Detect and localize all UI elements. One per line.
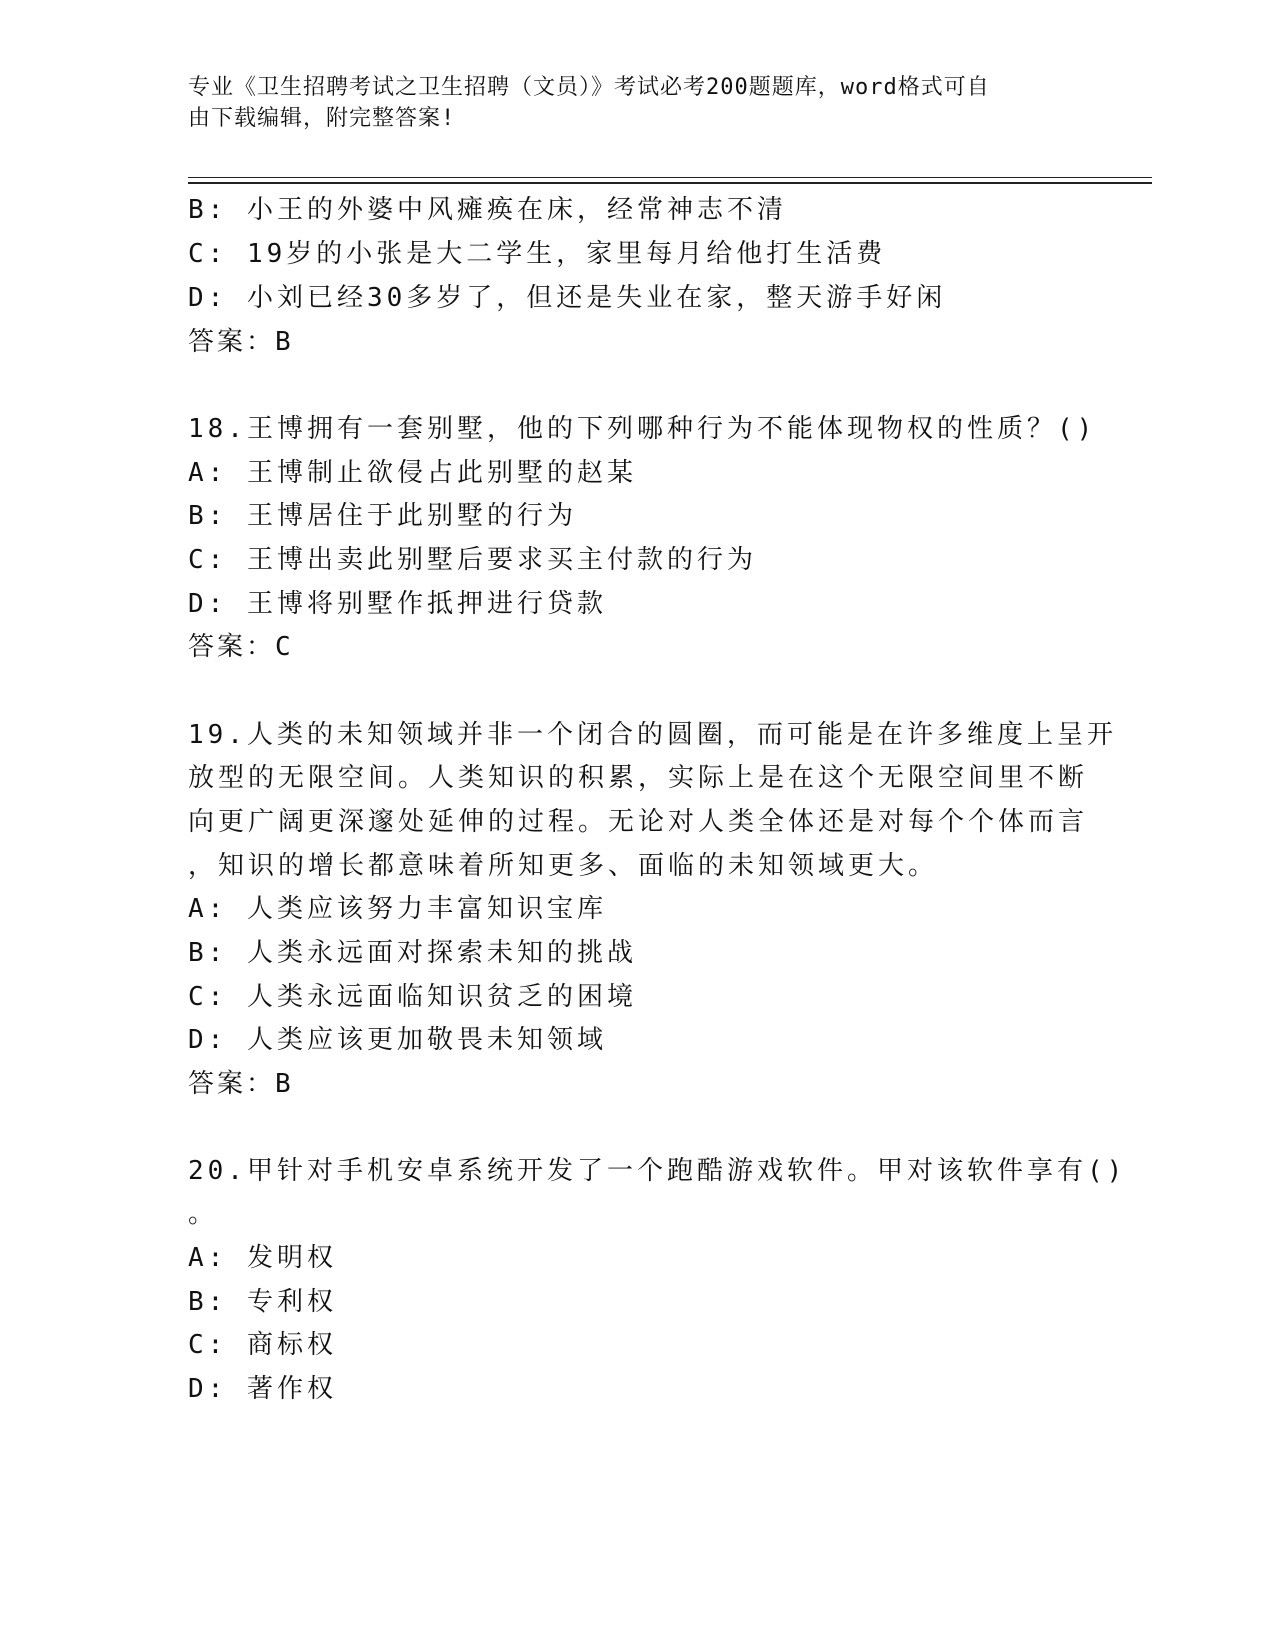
q19-option-a: A: 人类应该努力丰富知识宝库 <box>188 894 607 924</box>
header-rule-thick <box>188 182 1152 184</box>
q18-option-d: D: 王博将别墅作抵押进行贷款 <box>188 589 607 619</box>
q17-answer: 答案：B <box>188 327 294 357</box>
q18-option-b: B: 王博居住于此别墅的行为 <box>188 501 577 531</box>
q19-stem-line-1: 19.人类的未知领域并非一个闭合的圆圈，而可能是在许多维度上呈开 <box>188 720 1117 750</box>
q19-answer: 答案：B <box>188 1069 294 1099</box>
q17-option-d: D: 小刘已经30多岁了，但还是失业在家，整天游手好闲 <box>188 283 947 313</box>
q19-option-d: D: 人类应该更加敬畏未知领域 <box>188 1025 607 1055</box>
header-rule-thin <box>188 177 1152 178</box>
q17-option-c: C: 19岁的小张是大二学生，家里每月给他打生活费 <box>188 239 887 269</box>
q20-option-b: B: 专利权 <box>188 1287 337 1317</box>
q18-stem: 18.王博拥有一套别墅，他的下列哪种行为不能体现物权的性质？() <box>188 414 1097 444</box>
q20-stem-line-1: 20.甲针对手机安卓系统开发了一个跑酷游戏软件。甲对该软件享有() <box>188 1156 1127 1186</box>
q18-option-c: C: 王博出卖此别墅后要求买主付款的行为 <box>188 545 757 575</box>
q18-option-a: A: 王博制止欲侵占此别墅的赵某 <box>188 458 637 488</box>
q18-answer: 答案：C <box>188 632 294 662</box>
q19-stem-line-3: 向更广阔更深邃处延伸的过程。无论对人类全体还是对每个个体而言 <box>188 807 1089 837</box>
q20-option-d: D: 著作权 <box>188 1374 337 1404</box>
q17-option-b: B: 小王的外婆中风瘫痪在床，经常神志不清 <box>188 195 787 225</box>
header-line-1: 专业《卫生招聘考试之卫生招聘（文员）》考试必考200题题库，word格式可自 <box>188 75 990 100</box>
q20-option-c: C: 商标权 <box>188 1330 337 1360</box>
q19-stem-line-2: 放型的无限空间。人类知识的积累，实际上是在这个无限空间里不断 <box>188 763 1089 793</box>
q20-stem-line-2: 。 <box>188 1199 219 1229</box>
q20-option-a: A: 发明权 <box>188 1243 337 1273</box>
header-line-2: 由下载编辑，附完整答案! <box>188 106 456 131</box>
q19-stem-line-4: ，知识的增长都意味着所知更多、面临的未知领域更大。 <box>188 851 939 881</box>
document-header <box>188 72 1068 134</box>
q19-option-c: C: 人类永远面临知识贫乏的困境 <box>188 982 637 1012</box>
q19-option-b: B: 人类永远面对探索未知的挑战 <box>188 938 637 968</box>
